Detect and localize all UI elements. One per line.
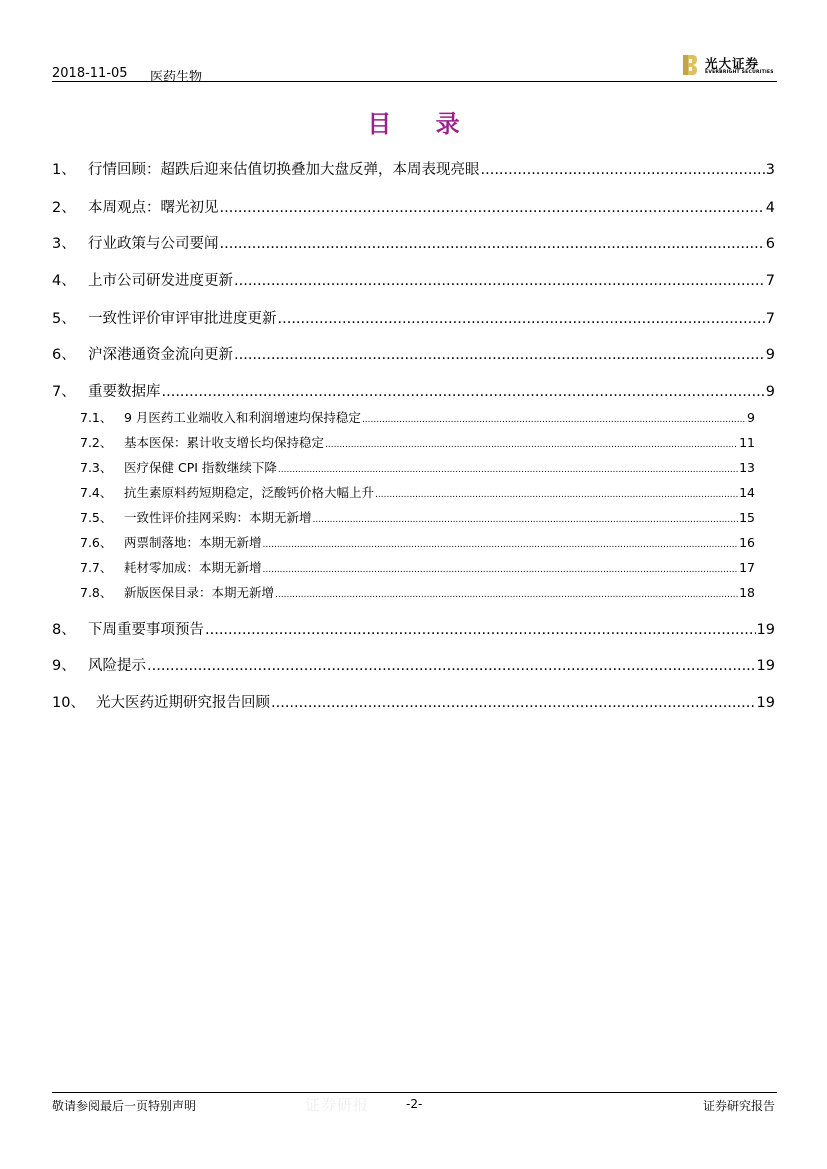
toc-leader-dots — [147, 658, 756, 674]
toc-entry-5[interactable] — [52, 307, 775, 328]
toc-leader-dots — [205, 622, 756, 638]
toc-leader-dots — [234, 273, 765, 289]
toc-entry-title: 重要数据库 — [88, 384, 161, 400]
toc-subentry-number: 7.5、 — [80, 510, 113, 525]
toc-subentry-7-5[interactable] — [80, 508, 755, 526]
toc-entry-number: 1、 — [52, 162, 76, 178]
toc-subentry-title: 基本医保：累计收支增长均保持稳定 — [124, 435, 325, 450]
toc-subentry-title: 耗材零加成：本期无新增 — [124, 560, 262, 575]
toc-leader-dots — [313, 515, 739, 525]
toc-subentry-title: 9 月医药工业端收入和利润增速均保持稳定 — [124, 410, 361, 425]
toc-entry-7[interactable] — [52, 380, 775, 401]
toc-title: 目 录 — [367, 109, 478, 138]
toc-entry-number: 8、 — [52, 622, 76, 638]
toc-leader-dots — [325, 440, 738, 450]
toc-subentry-page: 16 — [739, 535, 755, 550]
toc-entry-number: 6、 — [52, 347, 76, 363]
toc-subentry-7-7[interactable] — [80, 558, 755, 576]
toc-subentry-7-3[interactable] — [80, 458, 755, 476]
toc-subentry-number: 7.2、 — [80, 435, 113, 450]
toc-entry-title: 本周观点：曙光初见 — [88, 200, 219, 216]
toc-entry-title: 沪深港通资金流向更新 — [88, 347, 233, 363]
toc-leader-dots — [278, 311, 765, 327]
toc-entry-1[interactable] — [52, 158, 775, 179]
toc-leader-dots — [220, 236, 765, 252]
toc-subentry-7-1[interactable] — [80, 408, 755, 426]
toc-entry-number: 10、 — [52, 695, 85, 711]
toc-entry-number: 9、 — [52, 658, 76, 674]
toc-leader-dots — [263, 565, 739, 575]
toc-entry-number: 4、 — [52, 273, 76, 289]
toc-subentry-number: 7.1、 — [80, 410, 113, 425]
page-header — [52, 60, 777, 85]
toc-leader-dots — [275, 590, 738, 600]
toc-subentry-page: 15 — [739, 510, 755, 525]
toc-entry-page: 9 — [765, 384, 775, 400]
toc-entry-number: 3、 — [52, 236, 76, 252]
report-type-label: 证券研究报告 — [702, 1099, 775, 1113]
toc-entry-number: 5、 — [52, 311, 76, 327]
toc-entry-6[interactable] — [52, 343, 775, 364]
toc-leader-dots — [362, 415, 746, 425]
toc-subentry-number: 7.8、 — [80, 585, 113, 600]
industry-label: 医药生物 — [150, 70, 203, 85]
toc-entry-page: 4 — [765, 200, 775, 216]
toc-subentry-7-4[interactable] — [80, 483, 755, 501]
toc-subentry-title: 一致性评价挂网采购：本期无新增 — [124, 510, 312, 525]
toc-subentry-7-8[interactable] — [80, 583, 755, 601]
toc-subentry-page: 18 — [739, 585, 755, 600]
toc-subentry-page: 13 — [739, 460, 755, 475]
toc-subentry-7-6[interactable] — [80, 533, 755, 551]
toc-entry-title: 风险提示 — [88, 658, 146, 674]
page-number: -2- — [406, 1097, 423, 1111]
toc-subentry-page: 9 — [747, 410, 755, 425]
logo-en-text: EVERBRIGHT SECURITIES — [705, 70, 774, 75]
toc-subentry-number: 7.6、 — [80, 535, 113, 550]
toc-leader-dots — [481, 162, 765, 178]
report-date: 2018-11-05 — [52, 66, 128, 81]
toc-subentry-number: 7.7、 — [80, 560, 113, 575]
toc-entry-4[interactable] — [52, 269, 775, 290]
toc-subentry-page: 14 — [739, 485, 755, 500]
toc-entry-title: 一致性评价审评审批进度更新 — [88, 311, 277, 327]
toc-entry-page: 7 — [765, 273, 775, 289]
toc-entry-8[interactable] — [52, 618, 775, 639]
toc-leader-dots — [375, 490, 738, 500]
toc-entry-page: 19 — [756, 622, 775, 638]
toc-leader-dots — [162, 384, 765, 400]
toc-entry-title: 下周重要事项预告 — [88, 622, 204, 638]
toc-entry-number: 7、 — [52, 384, 76, 400]
toc-entry-page: 19 — [756, 695, 775, 711]
toc-entry-title: 光大医药近期研究报告回顾 — [96, 695, 270, 711]
toc-subentry-number: 7.3、 — [80, 460, 113, 475]
toc-leader-dots — [263, 540, 739, 550]
toc-entry-page: 6 — [765, 236, 775, 252]
toc-leader-dots — [278, 465, 738, 475]
toc-entry-9[interactable] — [52, 654, 775, 675]
toc-entry-10[interactable] — [52, 691, 775, 712]
logo-cn-text: 光大证券 — [705, 56, 760, 71]
header-divider — [52, 81, 777, 82]
toc-entry-page: 7 — [765, 311, 775, 327]
company-logo — [683, 54, 777, 78]
toc-entry-page: 19 — [756, 658, 775, 674]
toc-entry-title: 行业政策与公司要闻 — [88, 236, 219, 252]
toc-subentry-page: 11 — [739, 435, 755, 450]
toc-leader-dots — [234, 347, 765, 363]
toc-entry-page: 9 — [765, 347, 775, 363]
toc-entry-2[interactable] — [52, 196, 775, 217]
toc-leader-dots — [271, 695, 756, 711]
logo-mark-icon — [683, 55, 697, 75]
toc-entry-number: 2、 — [52, 200, 76, 216]
toc-subentry-number: 7.4、 — [80, 485, 113, 500]
footer-disclaimer: 敬请参阅最后一页特别声明 — [52, 1099, 197, 1113]
toc-subentry-title: 新版医保目录：本期无新增 — [124, 585, 275, 600]
toc-entry-3[interactable] — [52, 232, 775, 253]
toc-subentry-7-2[interactable] — [80, 433, 755, 451]
toc-entry-title: 行情回顾：超跌后迎来估值切换叠加大盘反弹，本周表现亮眼 — [88, 162, 480, 178]
toc-subentry-title: 两票制落地：本期无新增 — [124, 535, 262, 550]
toc-subentry-page: 17 — [739, 560, 755, 575]
toc-entry-page: 3 — [765, 162, 775, 178]
toc-leader-dots — [220, 200, 765, 216]
toc-subentry-title: 医疗保健 CPI 指数继续下降 — [124, 460, 277, 475]
footer-watermark: 证券研报 — [305, 1096, 370, 1114]
footer-divider — [52, 1092, 777, 1093]
toc-entry-title: 上市公司研发进度更新 — [88, 273, 233, 289]
toc-subentry-title: 抗生素原料药短期稳定，泛酸钙价格大幅上升 — [124, 485, 375, 500]
